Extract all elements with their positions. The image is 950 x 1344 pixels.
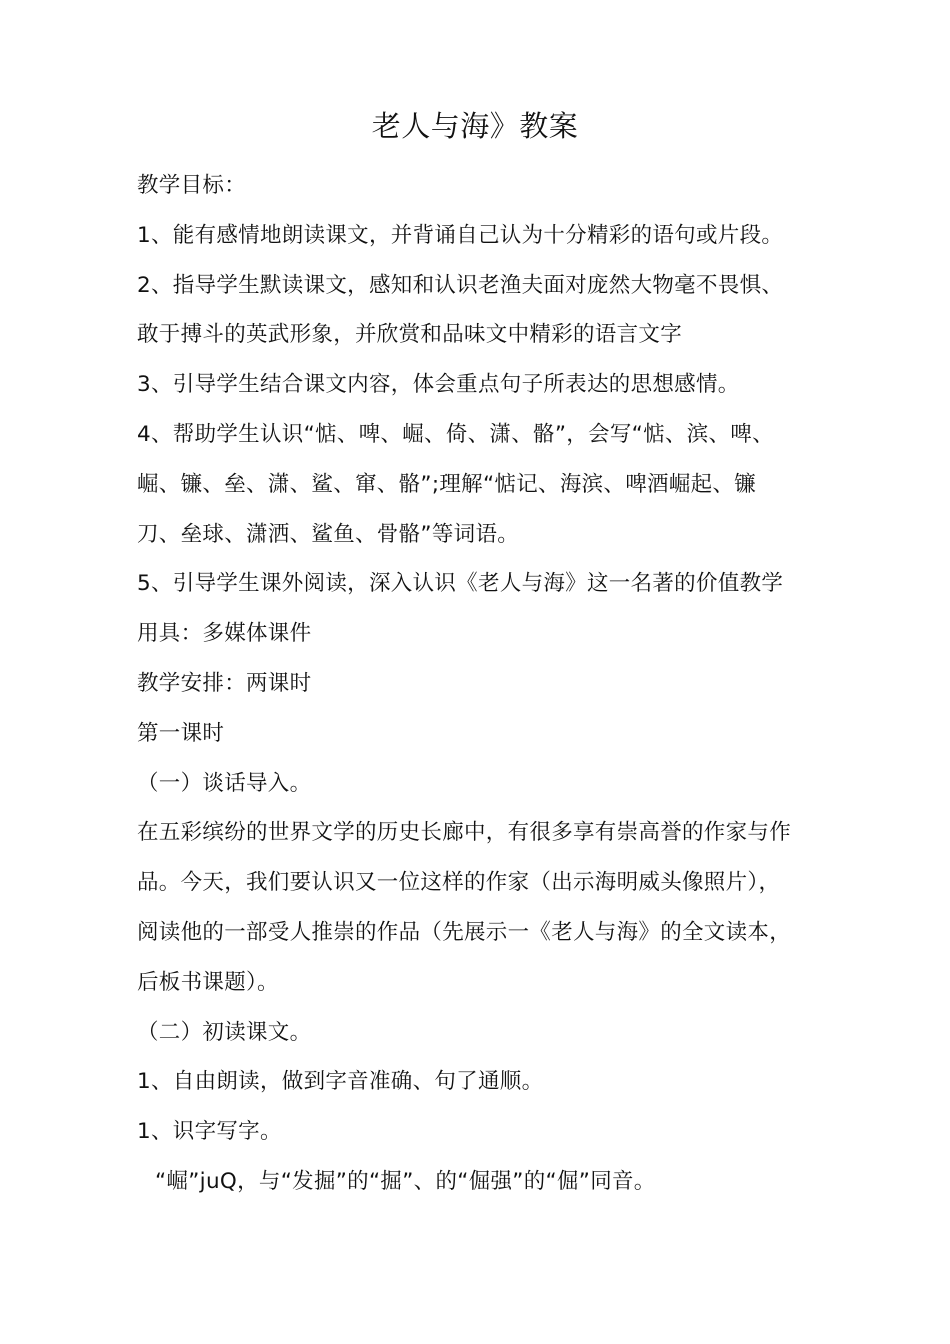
text-line: 5、引导学生课外阅读，深入认识《老人与海》这一名著的价值教学 xyxy=(137,571,784,597)
text-line: 在五彩缤纷的世界文学的历史长廊中，有很多享有崇高誉的作家与作 xyxy=(137,820,792,846)
text-line: 品。今天，我们要认识又一位这样的作家（出示海明威头像照片）， xyxy=(137,870,781,896)
text-line: 敢于搏斗的英武形象，并欣赏和品味文中精彩的语言文字 xyxy=(137,322,683,348)
text-line: 3、引导学生结合课文内容，体会重点句子所表达的思想感情。 xyxy=(137,372,740,398)
text-line: 教学安排：两课时 xyxy=(137,670,312,696)
text-line: 1、自由朗读，做到字音准确、句了通顺。 xyxy=(137,1069,544,1095)
text-line: 刀、垒球、潇洒、鲨鱼、骨骼”等词语。 xyxy=(137,521,520,547)
text-line: （二）初读课文。 xyxy=(137,1019,312,1045)
text-line: 2、指导学生默读课文，感知和认识老渔夫面对庞然大物毫不畏惧、 xyxy=(137,272,784,298)
document-title: 老人与海》教案 xyxy=(371,109,579,143)
text-line: 1、能有感情地朗读课文，并背诵自己认为十分精彩的语句或片段。 xyxy=(137,222,784,248)
text-line: 教学目标： xyxy=(137,173,247,198)
text-line: 用具：多媒体课件 xyxy=(137,621,312,647)
document-body xyxy=(137,161,837,1207)
text-line: 崛、镰、垒、潇、鲨、窜、骼”;理解“惦记、海滨、啤酒崛起、镰 xyxy=(137,471,757,497)
text-line: 4、帮助学生认识“惦、啤、崛、倚、潇、骼”，会写“惦、滨、啤、 xyxy=(137,421,774,447)
text-line: “崛”juQ，与“发掘”的“掘”、的“倔强”的“倔”同音。 xyxy=(155,1168,656,1194)
text-line: 1、识字写字。 xyxy=(137,1119,282,1145)
text-line: 后板书课题）。 xyxy=(137,969,279,995)
text-line: （一）谈话导入。 xyxy=(137,770,312,796)
text-line: 阅读他的一部受人推崇的作品（先展示一《老人与海》的全文读本， xyxy=(137,919,792,945)
text-line: 第一课时 xyxy=(137,720,225,746)
